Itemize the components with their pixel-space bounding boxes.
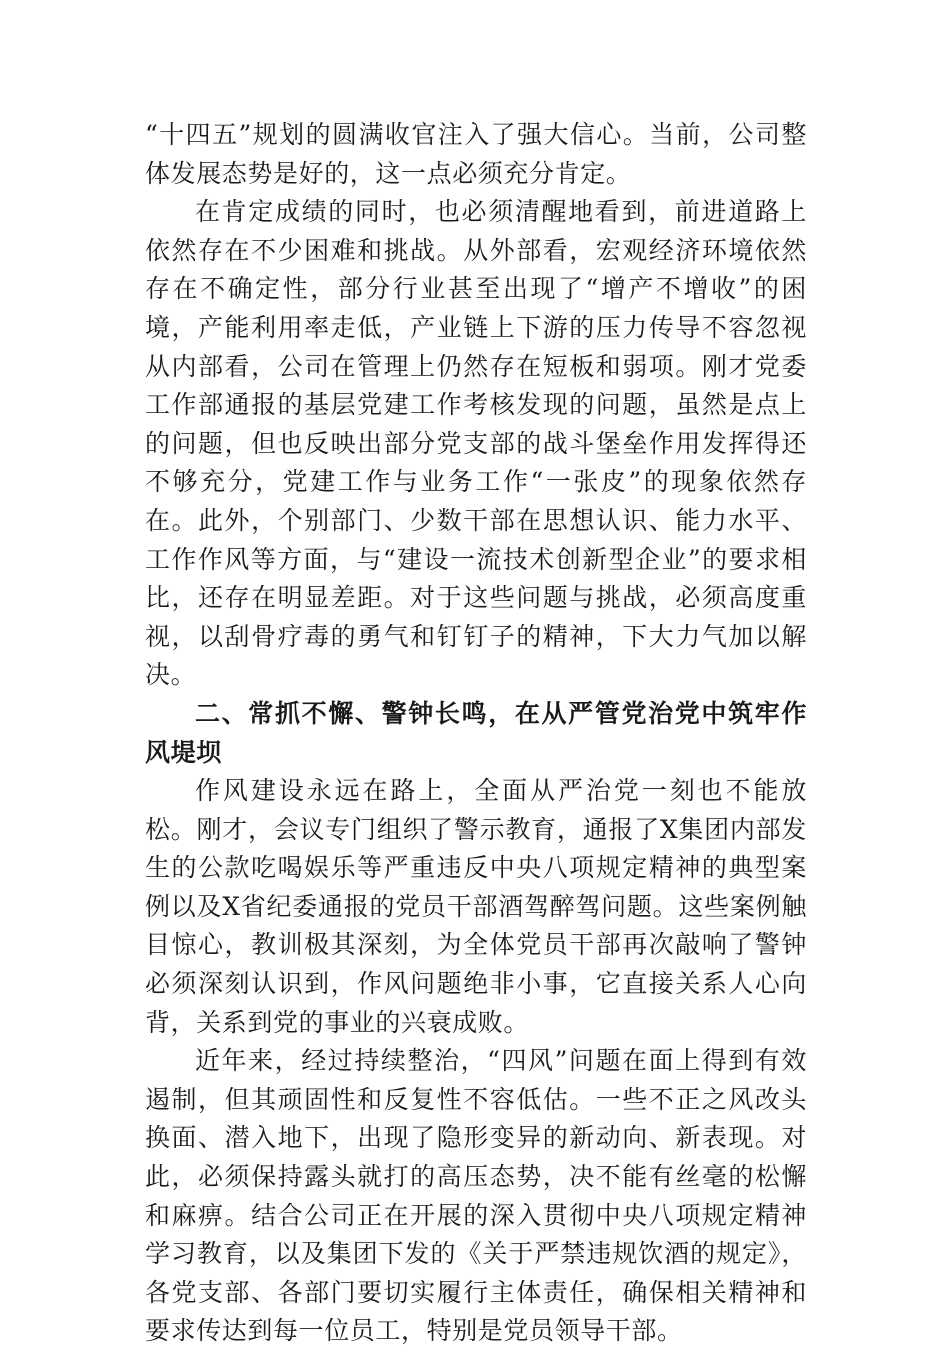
body-paragraph: “十四五”规划的圆满收官注入了强大信心。当前，公司整体发展态势是好的，这一点必须充分肯定。 — [145, 120, 807, 188]
body-paragraph: 在肯定成绩的同时，也必须清醒地看到，前进道路上依然存在不少困难和挑战。从外部看，宏观经济环境依然存在不确定性，部分行业甚至出现了“增产不增收”的困境，产能利用率走低，产业链上下游的压力传导不容忽视从内部看，公司在管理上仍然存在短板和弱项。刚才党委工作部通报的基层党建工作考核发现的问题，虽然是点上的问题，但也反映出部分党支部的战斗堡垒作用发挥得还不够充分，党建工作与业务工作“一张皮”的现象依然存在。此外，个别部门、少数干部在思想认识、能力水平、工作作风等方面，与“建设一流技术创新型企业”的要求相比，还存在明显差距。对于这些问题与挑战，必须高度重视，以刮骨疗毒的勇气和钉钉子的精神，下大力气加以解决。 — [145, 197, 807, 690]
section-heading: 二、常抓不懈、警钟长鸣，在从严管党治党中筑牢作风堤坝 — [145, 698, 807, 767]
body-paragraph: 作风建设永远在路上，全面从严治党一刻也不能放松。刚才，会议专门组织了警示教育，通报了X集团内部发生的公款吃喝娱乐等严重违反中央八项规定精神的典型案例以及X省纪委通报的党员干部酒驾醉驾问题。这些案例触目惊心，教训极其深刻，为全体党员干部再次敲响了警钟必须深刻认识到，作风问题绝非小事，它直接关系人心向背，关系到党的事业的兴衰成败。 — [145, 776, 807, 1037]
document-body — [145, 116, 807, 1351]
body-paragraph: 近年来，经过持续整治，“四风”问题在面上得到有效遏制，但其顽固性和反复性不容低估。一些不正之风改头换面、潜入地下，出现了隐形变异的新动向、新表现。对此，必须保持露头就打的高压态势，决不能有丝毫的松懈和麻痹。结合公司正在开展的深入贯彻中央八项规定精神学习教育，以及集团下发的《关于严禁违规饮酒的规定》，各党支部、各部门要切实履行主体责任，确保相关精神和要求传达到每一位员工，特别是党员领导干部。 — [145, 1046, 807, 1346]
